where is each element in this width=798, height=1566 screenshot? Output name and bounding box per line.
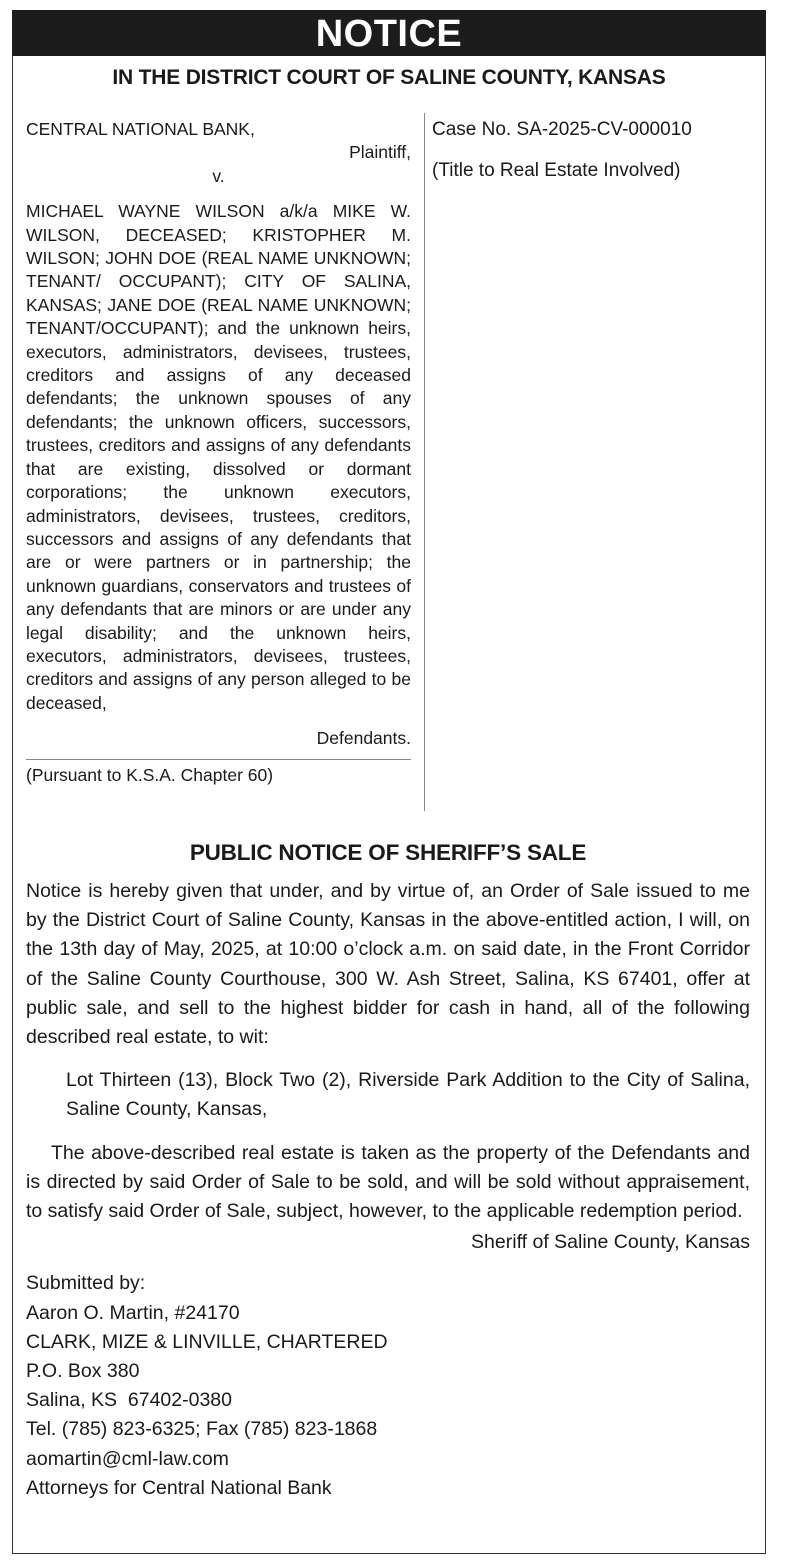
- plaintiff-label: Plaintiff,: [349, 142, 411, 163]
- legal-description: Lot Thirteen (13), Block Two (2), Riverside Park Addition to the City of Salina, Saline County, Kansas,: [66, 1069, 750, 1121]
- sale-heading: PUBLIC NOTICE OF SHERIFF’S SALE: [189, 840, 587, 865]
- notice-banner: NOTICE: [12, 10, 766, 56]
- city-state-zip: Salina, KS 67402-0380: [26, 1389, 232, 1412]
- attorney-role: Attorneys for Central National Bank: [26, 1476, 332, 1499]
- notice-paragraph-2: The above-described real estate is taken as the property of the Defendants and is directed by said Order of Sale to be sold, and will be sold without appraisement, to satisfy said Order of Sale, subject, however, to the applicable redemption period.: [26, 1141, 750, 1223]
- plaintiff-name: CENTRAL NATIONAL BANK,: [26, 119, 255, 139]
- notice-body: [26, 877, 750, 1503]
- submitted-block: [26, 1269, 750, 1503]
- notice-paragraph-1: Notice is hereby given that under, and by virtue of, an Order of Sale issued to me by the District Court of Saline County, Kansas in the above-entitled action, I will, on the 13th day of May, 2025, at 10:00 o’clock a.m. on said date, in the Front Corridor of the Saline County Courthouse, 300 W. Ash Street, Salina, KS 67401, offer at public sale, and sell to the highest bidder for cash in hand, all of the following described real estate, to wit:: [26, 880, 750, 1049]
- email-address: aomartin@cml-law.com: [26, 1447, 229, 1470]
- case-number: Case No. SA-2025-CV-000010: [432, 119, 692, 140]
- defendants-label: Defendants.: [316, 728, 411, 749]
- law-firm: CLARK, MIZE & LINVILLE, CHARTERED: [26, 1330, 388, 1353]
- case-caption-left: [26, 118, 411, 787]
- attorney-name: Aaron O. Martin, #24170: [26, 1301, 240, 1324]
- title-note: (Title to Real Estate Involved): [432, 160, 681, 181]
- po-box: P.O. Box 380: [26, 1360, 140, 1383]
- versus: v.: [212, 165, 225, 186]
- sheriff-signature: Sheriff of Saline County, Kansas: [471, 1231, 750, 1254]
- caption-divider: [26, 759, 411, 760]
- caption-vertical-divider: [424, 113, 425, 811]
- pursuant-statute: (Pursuant to K.S.A. Chapter 60): [26, 764, 274, 785]
- defendants-list: MICHAEL WAYNE WILSON a/k/a MIKE W. WILSON, DECEASED; KRISTOPHER M. WILSON; JOHN DOE (REAL NAME UNKNOWN; TENANT/ OCCUPANT); CITY OF SALINA, KANSAS; JANE DOE (REAL NAME UNKNOWN; TENANT/OCCUPANT); and the unknown heirs, executors, administrators, devisees, trustees, creditors and assigns of any deceased defendants; the unknown spouses of any defendants; the unknown officers, successors, trustees, creditors and assigns of any defendants that are existing, dissolved or dormant corporations; the unknown executors, administrators, devisees, trustees, creditors, successors and assigns of any defendants that are or were partners or in partnership; the unknown guardians, conservators and trustees of any defendants that are minors or are under any legal disability; and the unknown heirs, executors, administrators, devisees, trustees, creditors and assigns of any person alleged to be deceased,: [26, 201, 411, 713]
- court-title: IN THE DISTRICT COURT OF SALINE COUNTY, KANSAS: [112, 66, 666, 89]
- case-caption-right: [432, 118, 752, 183]
- phone-fax: Tel. (785) 823-6325; Fax (785) 823-1868: [26, 1418, 378, 1441]
- submitted-label: Submitted by:: [26, 1272, 146, 1295]
